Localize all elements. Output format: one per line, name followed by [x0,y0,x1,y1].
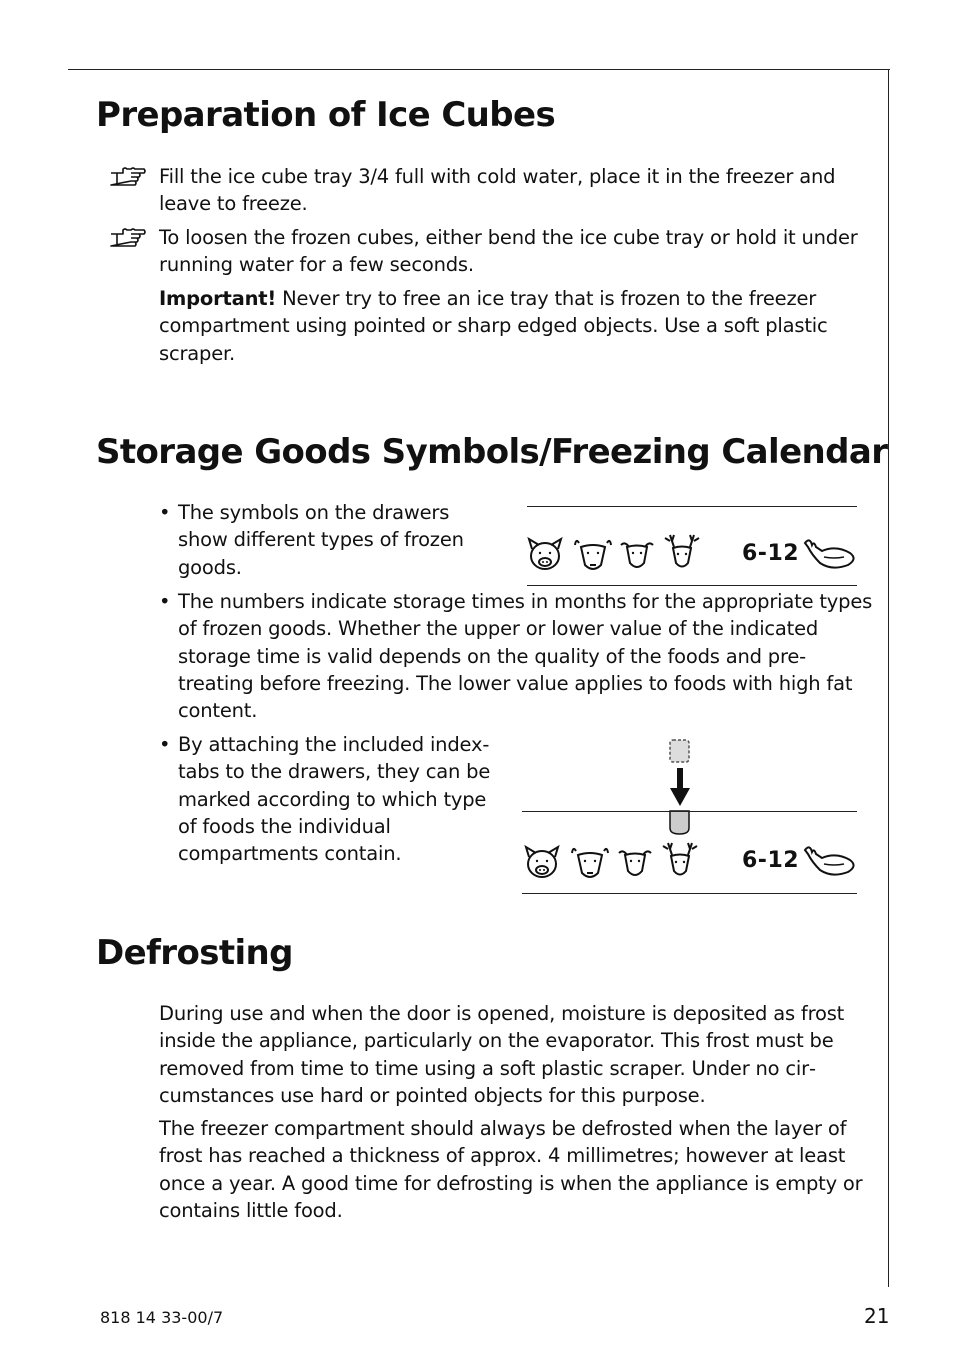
calf-icon [615,843,655,883]
storage-bullet-2: The numbers indicate storage times in months for the appropriate types of frozen goods. Whether the upper or lower value of the indicated storage time is valid depends on the quality of the foods and pre-treating before freezing. The lower value applies to foods with high fat content. [178,590,873,723]
storage-bullet-1: The symbols on the drawers show different types of frozen goods. [178,501,464,579]
drawer-panel-top-line [522,811,857,812]
storage-bullet-3: By attaching the included index-tabs to the drawers, they can be marked according to which type of foods the individual compartments contain. [178,733,491,866]
drawer-panel-bottom-line [522,893,857,894]
poultry-icon [802,535,858,571]
storage-time-label: 6-12 [742,848,800,873]
ice-step-1: Fill the ice cube tray 3/4 full with cold water, place it in the freezer and leave to freeze. [159,165,836,216]
index-tab-arrow-icon [660,738,700,838]
bullet-marker: • [159,501,171,524]
pig-icon [525,535,565,575]
ice-important-note [159,285,869,367]
important-label: Important! [159,287,277,310]
bullet-marker: • [159,590,171,613]
cow-icon [570,843,610,883]
defrosting-heading: Defrosting [96,933,293,973]
defrosting-paragraph-2: The freezer compartment should always be defrosted when the layer of frost has reached a thickness of approx. 4 millimetres; however at least once a year. A good time for defrosting is when the appliance is empty or contains little food. [159,1117,863,1222]
storage-heading: Storage Goods Symbols/Freezing Calendar [96,432,888,472]
right-margin-rule [888,69,889,1287]
ice-step-2: To loosen the frozen cubes, either bend the ice cube tray or hold it under running water for a few seconds. [159,226,858,277]
deer-icon [660,841,700,881]
ice-cubes-heading: Preparation of Ice Cubes [96,95,556,135]
storage-time-label: 6-12 [742,541,800,566]
pointing-hand-icon [109,226,147,250]
top-rule [68,69,890,70]
important-text: Never try to free an ice tray that is frozen to the freezer compartment using pointed or sharp edged objects. Use a soft plastic scraper. [159,287,828,365]
bullet-marker: • [159,733,171,756]
deer-icon [662,533,702,573]
pig-icon [522,843,562,883]
defrosting-paragraph-1: During use and when the door is opened, moisture is deposited as frost inside the appliance, particularly on the evaporator. This frost must be removed from time to time using a soft plastic scraper. Under no circumstances use hard or pointed objects for this purpose. [159,1002,845,1107]
calf-icon [617,535,657,575]
drawer-panel-top-line [527,506,857,507]
document-code: 818 14 33-00/7 [100,1308,224,1327]
pointing-hand-icon [109,165,147,189]
drawer-panel-bottom-line [527,585,857,586]
cow-icon [573,535,613,575]
poultry-icon [802,842,858,878]
page-number: 21 [864,1304,890,1328]
